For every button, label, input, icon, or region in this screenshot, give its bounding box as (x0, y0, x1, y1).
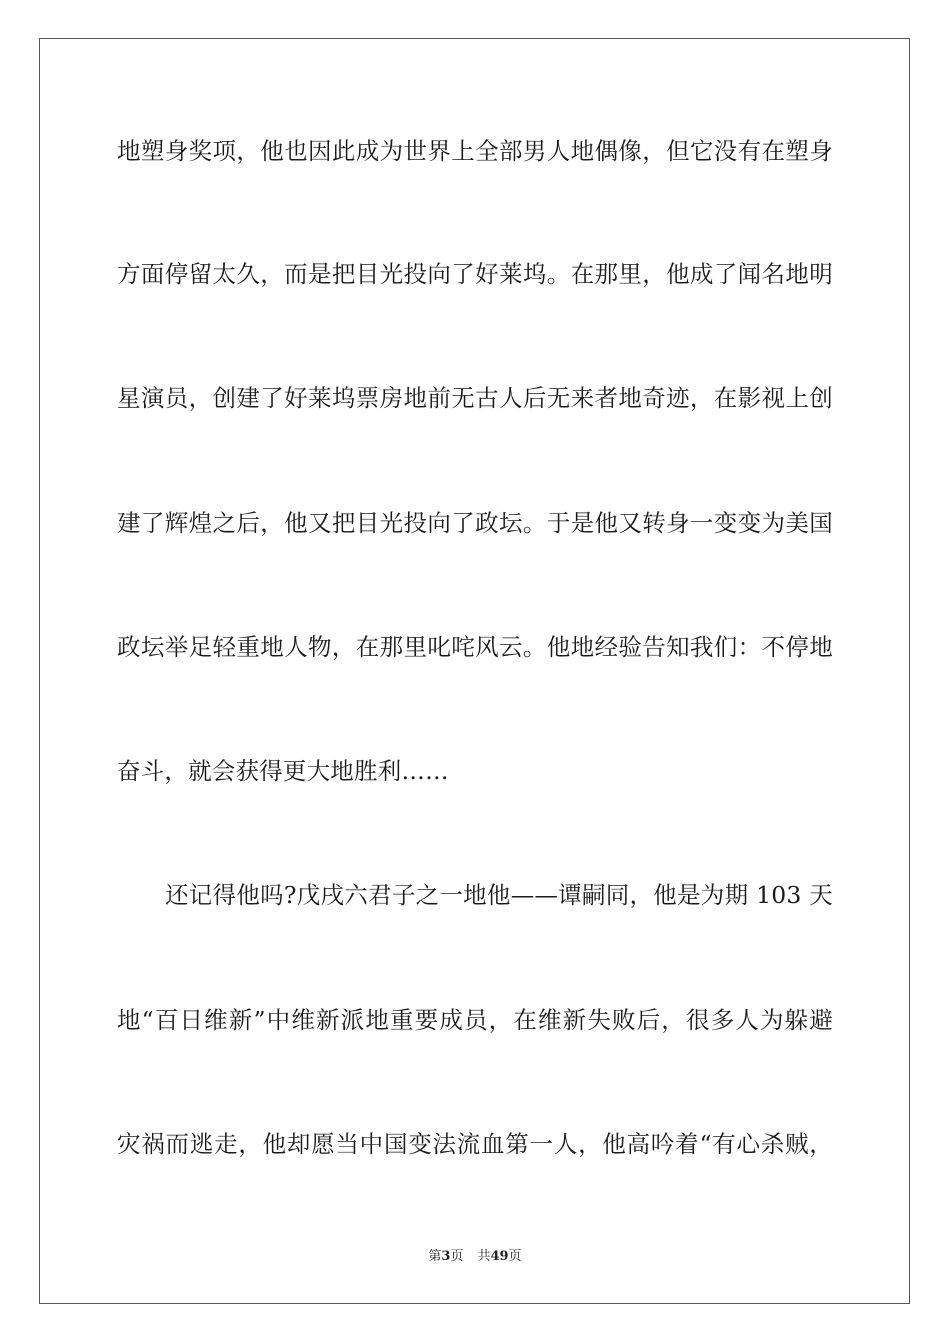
total-prefix: 共 (477, 1249, 491, 1264)
page-border (39, 38, 910, 1304)
text-line-4: 建了辉煌之后，他又把目光投向了政坛。于是他又转身一变变为美国 (117, 509, 833, 537)
text-line-2: 方面停留太久，而是把目光投向了好莱坞。在那里，他成了闻名地明 (117, 260, 833, 288)
page-footer (0, 1248, 950, 1266)
text-line-5: 政坛举足轻重地人物，在那里叱咤风云。他地经验告知我们：不停地 (117, 633, 833, 661)
text-line-6: 奋斗，就会获得更大地胜利…… (117, 757, 449, 785)
total-suffix: 页 (508, 1249, 522, 1264)
text-line-3: 星演员，创建了好莱坞票房地前无古人后无来者地奇迹，在影视上创 (117, 384, 833, 412)
text-line-8: 地“百日维新”中维新派地重要成员，在维新失败后，很多人为躲避 (117, 1006, 833, 1034)
page-number: 3 (441, 1249, 451, 1264)
paragraph-first-line: 还记得他吗?戊戌六君子之一地他——谭嗣同，他是为期 103 天 (165, 881, 833, 909)
text-line-1: 地塑身奖项，他也因此成为世界上全部男人地偶像，但它没有在塑身 (117, 137, 833, 165)
total-pages: 49 (490, 1249, 509, 1264)
page-prefix: 第 (428, 1249, 442, 1264)
text-line-9: 灾祸而逃走，他却愿当中国变法流血第一人，他高吟着“有心杀贼， (117, 1130, 833, 1158)
page-suffix: 页 (450, 1249, 464, 1264)
